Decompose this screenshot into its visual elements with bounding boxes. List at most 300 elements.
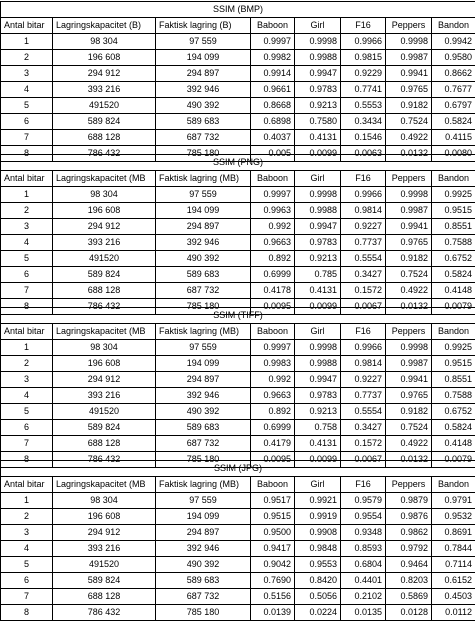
- cell-actual-storage: 687 732: [156, 589, 251, 605]
- cell-capacity: 786 432: [53, 299, 156, 315]
- column-header-peppers: Peppers: [386, 477, 432, 493]
- cell-f16: 0.9815: [341, 50, 386, 66]
- table-row: [1, 235, 475, 251]
- cell-bandon: 0.8691: [432, 525, 475, 541]
- cell-baboon: 0.5156: [251, 589, 295, 605]
- cell-f16: 0.0135: [341, 605, 386, 621]
- cell-f16: 0.0063: [341, 146, 386, 162]
- column-header-capacity: Lagringskapacitet (MB: [53, 171, 156, 187]
- cell-peppers: 0.9792: [386, 541, 432, 557]
- cell-capacity: 786 432: [53, 146, 156, 162]
- cell-girl: 0.9908: [295, 525, 341, 541]
- cell-actual-storage: 687 732: [156, 436, 251, 452]
- cell-actual-storage: 194 099: [156, 509, 251, 525]
- table-title-row: [1, 461, 475, 477]
- cell-bandon: 0.9942: [432, 34, 475, 50]
- column-header-bits: Antal bitar: [1, 477, 53, 493]
- cell-peppers: 0.5869: [386, 589, 432, 605]
- cell-actual-storage: 97 559: [156, 493, 251, 509]
- cell-bandon: 0.8662: [432, 66, 475, 82]
- ssim-table-block-format-bmp: [0, 1, 475, 162]
- cell-capacity: 294 912: [53, 219, 156, 235]
- cell-peppers: 0.9941: [386, 66, 432, 82]
- table-row: [1, 114, 475, 130]
- cell-girl: 0.9213: [295, 251, 341, 267]
- cell-girl: 0.0099: [295, 146, 341, 162]
- cell-girl: 0.8420: [295, 573, 341, 589]
- cell-baboon: 0.9963: [251, 203, 295, 219]
- column-header-actual-storage: Faktisk lagring (B): [156, 18, 251, 34]
- cell-capacity: 393 216: [53, 541, 156, 557]
- cell-actual-storage: 294 897: [156, 219, 251, 235]
- cell-baboon: 0.4178: [251, 283, 295, 299]
- table-row: [1, 50, 475, 66]
- cell-f16: 0.0067: [341, 299, 386, 315]
- ssim-table-block-format-tiff: [0, 307, 475, 468]
- column-header-baboon: Baboon: [251, 477, 295, 493]
- table-row: [1, 34, 475, 50]
- cell-peppers: 0.9862: [386, 525, 432, 541]
- table-title: SSIM (TIFF): [1, 308, 475, 324]
- cell-girl: 0.9783: [295, 82, 341, 98]
- cell-actual-storage: 785 180: [156, 605, 251, 621]
- column-header-baboon: Baboon: [251, 18, 295, 34]
- cell-bits: 2: [1, 356, 53, 372]
- cell-f16: 0.8593: [341, 541, 386, 557]
- cell-capacity: 688 128: [53, 589, 156, 605]
- cell-f16: 0.9227: [341, 219, 386, 235]
- cell-bits: 2: [1, 509, 53, 525]
- cell-capacity: 98 304: [53, 187, 156, 203]
- cell-f16: 0.9227: [341, 372, 386, 388]
- cell-actual-storage: 194 099: [156, 50, 251, 66]
- cell-capacity: 196 608: [53, 509, 156, 525]
- cell-girl: 0.0224: [295, 605, 341, 621]
- cell-capacity: 688 128: [53, 283, 156, 299]
- cell-f16: 0.7741: [341, 82, 386, 98]
- cell-baboon: 0.9417: [251, 541, 295, 557]
- cell-peppers: 0.9876: [386, 509, 432, 525]
- cell-capacity: 491520: [53, 557, 156, 573]
- cell-baboon: 0.6898: [251, 114, 295, 130]
- cell-bandon: 0.0080: [432, 146, 475, 162]
- cell-actual-storage: 589 683: [156, 420, 251, 436]
- table-title-row: [1, 308, 475, 324]
- cell-baboon: 0.992: [251, 372, 295, 388]
- cell-bits: 4: [1, 388, 53, 404]
- cell-f16: 0.9348: [341, 525, 386, 541]
- cell-bits: 8: [1, 605, 53, 621]
- cell-f16: 0.7737: [341, 235, 386, 251]
- cell-capacity: 294 912: [53, 66, 156, 82]
- cell-baboon: 0.9914: [251, 66, 295, 82]
- cell-capacity: 786 432: [53, 452, 156, 468]
- column-header-actual-storage: Faktisk lagring (MB): [156, 324, 251, 340]
- cell-actual-storage: 687 732: [156, 283, 251, 299]
- cell-baboon: 0.9661: [251, 82, 295, 98]
- cell-bandon: 0.7114: [432, 557, 475, 573]
- cell-peppers: 0.9182: [386, 98, 432, 114]
- cell-bandon: 0.7588: [432, 388, 475, 404]
- table-row: [1, 404, 475, 420]
- cell-bits: 7: [1, 130, 53, 146]
- cell-girl: 0.7580: [295, 114, 341, 130]
- cell-bits: 5: [1, 557, 53, 573]
- cell-peppers: 0.0128: [386, 605, 432, 621]
- cell-f16: 0.4401: [341, 573, 386, 589]
- cell-bits: 5: [1, 251, 53, 267]
- cell-bandon: 0.4115: [432, 130, 475, 146]
- cell-baboon: 0.4179: [251, 436, 295, 452]
- cell-bandon: 0.5824: [432, 267, 475, 283]
- cell-baboon: 0.0095: [251, 452, 295, 468]
- cell-bandon: 0.4148: [432, 436, 475, 452]
- cell-f16: 0.1572: [341, 436, 386, 452]
- cell-bandon: 0.6152: [432, 573, 475, 589]
- cell-baboon: 0.6999: [251, 420, 295, 436]
- cell-peppers: 0.9941: [386, 219, 432, 235]
- cell-bits: 6: [1, 420, 53, 436]
- ssim-table-block-format-jpg: [0, 460, 475, 621]
- cell-bandon: 0.0079: [432, 299, 475, 315]
- cell-bandon: 0.4148: [432, 283, 475, 299]
- cell-actual-storage: 392 946: [156, 82, 251, 98]
- column-header-baboon: Baboon: [251, 171, 295, 187]
- cell-bandon: 0.6752: [432, 404, 475, 420]
- cell-girl: 0.9553: [295, 557, 341, 573]
- cell-bits: 2: [1, 203, 53, 219]
- cell-capacity: 98 304: [53, 493, 156, 509]
- cell-bandon: 0.9515: [432, 356, 475, 372]
- column-header-capacity: Lagringskapacitet (MB: [53, 477, 156, 493]
- cell-bandon: 0.7588: [432, 235, 475, 251]
- cell-peppers: 0.9987: [386, 50, 432, 66]
- cell-capacity: 688 128: [53, 436, 156, 452]
- column-header-peppers: Peppers: [386, 171, 432, 187]
- cell-peppers: 0.9879: [386, 493, 432, 509]
- cell-f16: 0.9229: [341, 66, 386, 82]
- column-header-girl: Girl: [295, 18, 341, 34]
- table-row: [1, 283, 475, 299]
- cell-baboon: 0.9663: [251, 235, 295, 251]
- column-header-actual-storage: Faktisk lagring (MB): [156, 171, 251, 187]
- cell-capacity: 589 824: [53, 114, 156, 130]
- column-header-f16: F16: [341, 324, 386, 340]
- cell-girl: 0.9213: [295, 98, 341, 114]
- cell-bits: 1: [1, 493, 53, 509]
- cell-girl: 0.0099: [295, 299, 341, 315]
- cell-f16: 0.9966: [341, 34, 386, 50]
- cell-bandon: 0.8551: [432, 372, 475, 388]
- cell-bandon: 0.7677: [432, 82, 475, 98]
- table-row: [1, 372, 475, 388]
- cell-girl: 0.9947: [295, 219, 341, 235]
- cell-actual-storage: 294 897: [156, 525, 251, 541]
- cell-baboon: 0.9982: [251, 50, 295, 66]
- cell-girl: 0.0099: [295, 452, 341, 468]
- table-row: [1, 420, 475, 436]
- cell-capacity: 589 824: [53, 267, 156, 283]
- cell-actual-storage: 589 683: [156, 114, 251, 130]
- cell-f16: 0.7737: [341, 388, 386, 404]
- cell-girl: 0.4131: [295, 283, 341, 299]
- cell-peppers: 0.7524: [386, 114, 432, 130]
- cell-bandon: 0.0112: [432, 605, 475, 621]
- table-row: [1, 187, 475, 203]
- cell-girl: 0.9921: [295, 493, 341, 509]
- table-row: [1, 436, 475, 452]
- cell-bits: 6: [1, 267, 53, 283]
- table-row: [1, 589, 475, 605]
- column-header-bandon: Bandon: [432, 324, 475, 340]
- cell-f16: 0.9966: [341, 187, 386, 203]
- cell-peppers: 0.0132: [386, 452, 432, 468]
- table-header-row: [1, 18, 475, 34]
- column-header-girl: Girl: [295, 171, 341, 187]
- cell-bits: 3: [1, 372, 53, 388]
- cell-girl: 0.9998: [295, 340, 341, 356]
- cell-peppers: 0.4922: [386, 283, 432, 299]
- cell-f16: 0.9579: [341, 493, 386, 509]
- cell-peppers: 0.9182: [386, 404, 432, 420]
- column-header-f16: F16: [341, 18, 386, 34]
- cell-baboon: 0.7690: [251, 573, 295, 589]
- cell-bandon: 0.9532: [432, 509, 475, 525]
- cell-girl: 0.9988: [295, 356, 341, 372]
- table-row: [1, 356, 475, 372]
- ssim-table-block-format-png: [0, 154, 475, 315]
- cell-actual-storage: 785 180: [156, 299, 251, 315]
- cell-actual-storage: 294 897: [156, 66, 251, 82]
- cell-girl: 0.5056: [295, 589, 341, 605]
- cell-actual-storage: 785 180: [156, 146, 251, 162]
- cell-capacity: 589 824: [53, 573, 156, 589]
- cell-capacity: 393 216: [53, 235, 156, 251]
- cell-baboon: 0.6999: [251, 267, 295, 283]
- cell-girl: 0.9947: [295, 66, 341, 82]
- cell-bits: 7: [1, 283, 53, 299]
- cell-actual-storage: 392 946: [156, 541, 251, 557]
- cell-baboon: 0.9997: [251, 34, 295, 50]
- cell-bits: 3: [1, 525, 53, 541]
- column-header-bits: Antal bitar: [1, 18, 53, 34]
- cell-peppers: 0.7524: [386, 420, 432, 436]
- cell-actual-storage: 687 732: [156, 130, 251, 146]
- cell-girl: 0.9783: [295, 235, 341, 251]
- cell-bits: 3: [1, 219, 53, 235]
- column-header-actual-storage: Faktisk lagring (MB): [156, 477, 251, 493]
- cell-actual-storage: 490 392: [156, 98, 251, 114]
- column-header-girl: Girl: [295, 324, 341, 340]
- cell-girl: 0.9988: [295, 203, 341, 219]
- cell-peppers: 0.9464: [386, 557, 432, 573]
- cell-f16: 0.2102: [341, 589, 386, 605]
- cell-bits: 8: [1, 146, 53, 162]
- ssim-table: [0, 307, 475, 468]
- table-row: [1, 66, 475, 82]
- table-row: [1, 82, 475, 98]
- table-row: [1, 251, 475, 267]
- column-header-capacity: Lagringskapacitet (B): [53, 18, 156, 34]
- cell-peppers: 0.0132: [386, 299, 432, 315]
- cell-girl: 0.9783: [295, 388, 341, 404]
- cell-capacity: 589 824: [53, 420, 156, 436]
- cell-capacity: 688 128: [53, 130, 156, 146]
- cell-bits: 7: [1, 589, 53, 605]
- cell-peppers: 0.9987: [386, 356, 432, 372]
- cell-f16: 0.9554: [341, 509, 386, 525]
- cell-actual-storage: 294 897: [156, 372, 251, 388]
- cell-bandon: 0.4503: [432, 589, 475, 605]
- ssim-table: [0, 1, 475, 162]
- cell-capacity: 196 608: [53, 203, 156, 219]
- cell-actual-storage: 589 683: [156, 573, 251, 589]
- cell-girl: 0.9998: [295, 187, 341, 203]
- cell-capacity: 393 216: [53, 82, 156, 98]
- cell-capacity: 491520: [53, 251, 156, 267]
- cell-girl: 0.785: [295, 267, 341, 283]
- cell-peppers: 0.9987: [386, 203, 432, 219]
- cell-bits: 6: [1, 573, 53, 589]
- cell-baboon: 0.005: [251, 146, 295, 162]
- cell-girl: 0.9998: [295, 34, 341, 50]
- column-header-peppers: Peppers: [386, 18, 432, 34]
- cell-actual-storage: 97 559: [156, 187, 251, 203]
- cell-f16: 0.5554: [341, 251, 386, 267]
- cell-capacity: 786 432: [53, 605, 156, 621]
- cell-f16: 0.3427: [341, 267, 386, 283]
- table-row: [1, 557, 475, 573]
- cell-actual-storage: 392 946: [156, 235, 251, 251]
- cell-peppers: 0.7524: [386, 267, 432, 283]
- cell-bits: 1: [1, 187, 53, 203]
- table-title: SSIM (PNG): [1, 155, 475, 171]
- table-header-row: [1, 171, 475, 187]
- cell-peppers: 0.9765: [386, 82, 432, 98]
- column-header-girl: Girl: [295, 477, 341, 493]
- table-row: [1, 573, 475, 589]
- cell-bandon: 0.9925: [432, 187, 475, 203]
- cell-bandon: 0.8551: [432, 219, 475, 235]
- column-header-capacity: Lagringskapacitet (MB: [53, 324, 156, 340]
- cell-bandon: 0.9515: [432, 203, 475, 219]
- cell-bandon: 0.6797: [432, 98, 475, 114]
- cell-capacity: 98 304: [53, 34, 156, 50]
- cell-bits: 2: [1, 50, 53, 66]
- cell-bits: 1: [1, 340, 53, 356]
- cell-peppers: 0.8203: [386, 573, 432, 589]
- cell-bits: 6: [1, 114, 53, 130]
- cell-bits: 5: [1, 404, 53, 420]
- cell-actual-storage: 194 099: [156, 356, 251, 372]
- cell-actual-storage: 392 946: [156, 388, 251, 404]
- cell-peppers: 0.4922: [386, 130, 432, 146]
- cell-capacity: 196 608: [53, 356, 156, 372]
- cell-bandon: 0.5824: [432, 114, 475, 130]
- cell-actual-storage: 490 392: [156, 557, 251, 573]
- cell-peppers: 0.9998: [386, 34, 432, 50]
- table-header-row: [1, 477, 475, 493]
- column-header-bits: Antal bitar: [1, 171, 53, 187]
- cell-f16: 0.3427: [341, 420, 386, 436]
- cell-girl: 0.9848: [295, 541, 341, 557]
- ssim-table: [0, 460, 475, 621]
- table-row: [1, 98, 475, 114]
- cell-bandon: 0.0079: [432, 452, 475, 468]
- table-title: SSIM (BMP): [1, 2, 475, 18]
- cell-bandon: 0.9580: [432, 50, 475, 66]
- cell-bandon: 0.9925: [432, 340, 475, 356]
- table-row: [1, 340, 475, 356]
- cell-peppers: 0.9765: [386, 388, 432, 404]
- column-header-f16: F16: [341, 477, 386, 493]
- cell-actual-storage: 785 180: [156, 452, 251, 468]
- table-row: [1, 388, 475, 404]
- cell-f16: 0.0067: [341, 452, 386, 468]
- cell-bandon: 0.7844: [432, 541, 475, 557]
- cell-capacity: 393 216: [53, 388, 156, 404]
- column-header-bandon: Bandon: [432, 18, 475, 34]
- cell-bits: 8: [1, 452, 53, 468]
- cell-actual-storage: 194 099: [156, 203, 251, 219]
- cell-girl: 0.4131: [295, 130, 341, 146]
- cell-capacity: 491520: [53, 98, 156, 114]
- table-header-row: [1, 324, 475, 340]
- table-row: [1, 267, 475, 283]
- cell-bits: 1: [1, 34, 53, 50]
- cell-f16: 0.9966: [341, 340, 386, 356]
- cell-f16: 0.9814: [341, 356, 386, 372]
- cell-baboon: 0.9983: [251, 356, 295, 372]
- cell-peppers: 0.9765: [386, 235, 432, 251]
- column-header-bandon: Bandon: [432, 171, 475, 187]
- column-header-baboon: Baboon: [251, 324, 295, 340]
- cell-bits: 7: [1, 436, 53, 452]
- cell-capacity: 294 912: [53, 525, 156, 541]
- cell-bits: 8: [1, 299, 53, 315]
- cell-actual-storage: 97 559: [156, 340, 251, 356]
- cell-girl: 0.758: [295, 420, 341, 436]
- column-header-peppers: Peppers: [386, 324, 432, 340]
- cell-f16: 0.5553: [341, 98, 386, 114]
- column-header-f16: F16: [341, 171, 386, 187]
- cell-actual-storage: 97 559: [156, 34, 251, 50]
- cell-girl: 0.9213: [295, 404, 341, 420]
- table-title: SSIM (JPG): [1, 461, 475, 477]
- cell-baboon: 0.0139: [251, 605, 295, 621]
- cell-peppers: 0.9182: [386, 251, 432, 267]
- cell-baboon: 0.9663: [251, 388, 295, 404]
- cell-bandon: 0.5824: [432, 420, 475, 436]
- cell-f16: 0.1572: [341, 283, 386, 299]
- ssim-table: [0, 154, 475, 315]
- cell-peppers: 0.9998: [386, 340, 432, 356]
- cell-peppers: 0.9998: [386, 187, 432, 203]
- cell-girl: 0.9988: [295, 50, 341, 66]
- table-row: [1, 509, 475, 525]
- cell-capacity: 196 608: [53, 50, 156, 66]
- cell-baboon: 0.0095: [251, 299, 295, 315]
- table-row: [1, 493, 475, 509]
- cell-baboon: 0.9500: [251, 525, 295, 541]
- cell-girl: 0.9947: [295, 372, 341, 388]
- cell-baboon: 0.992: [251, 219, 295, 235]
- cell-peppers: 0.9941: [386, 372, 432, 388]
- cell-baboon: 0.892: [251, 404, 295, 420]
- cell-baboon: 0.9515: [251, 509, 295, 525]
- cell-baboon: 0.9997: [251, 340, 295, 356]
- column-header-bits: Antal bitar: [1, 324, 53, 340]
